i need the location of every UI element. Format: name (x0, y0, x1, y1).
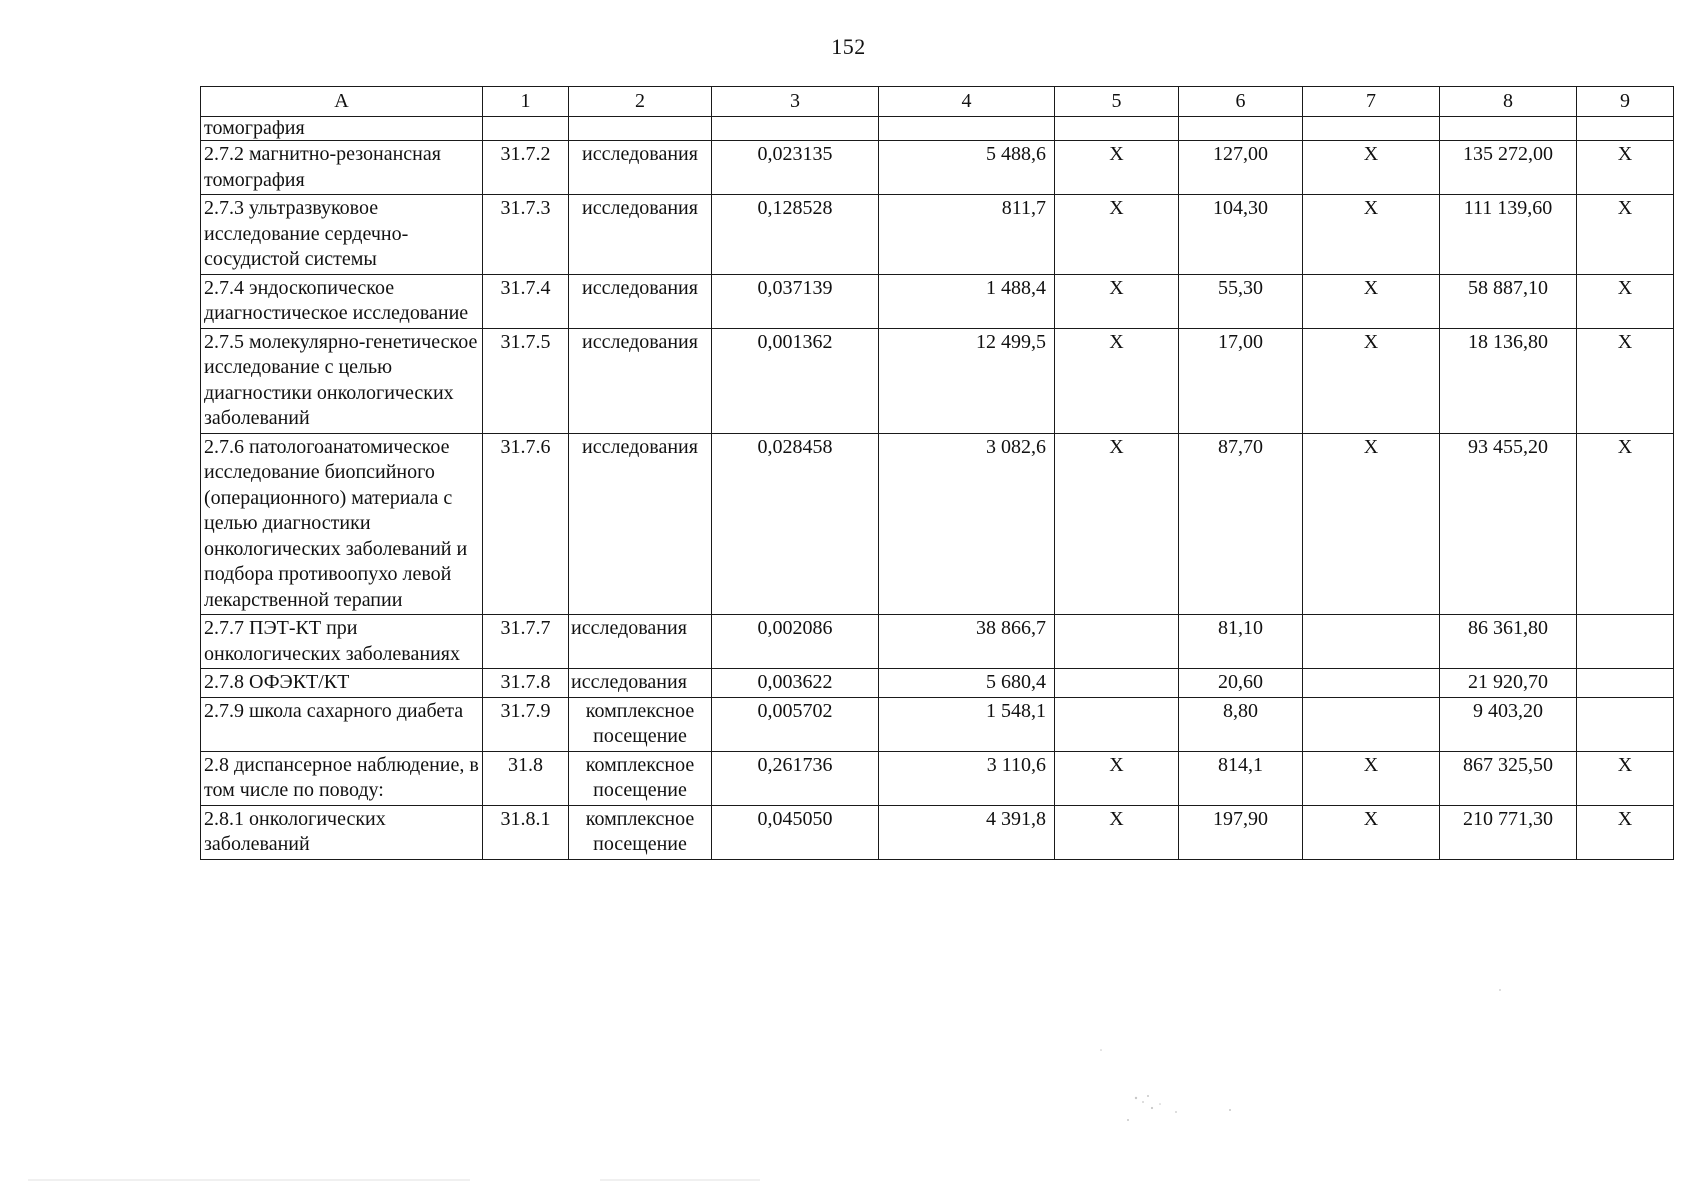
row-value-6: 127,00 (1179, 141, 1303, 195)
row-value-8: 867 325,50 (1440, 751, 1577, 805)
column-header: 2 (569, 87, 712, 117)
row-value-8: 21 920,70 (1440, 669, 1577, 698)
column-header: А (201, 87, 483, 117)
row-code: 31.7.7 (483, 615, 569, 669)
row-value-8: 9 403,20 (1440, 697, 1577, 751)
row-value-6: 197,90 (1179, 805, 1303, 859)
row-value-9: Х (1577, 433, 1674, 615)
row-value-5: Х (1055, 805, 1179, 859)
row-value-8: 18 136,80 (1440, 328, 1577, 433)
row-value-9: Х (1577, 195, 1674, 275)
row-value-5: Х (1055, 141, 1179, 195)
row-name: 2.8 диспансерное наблюдение, в том числе по поводу: (201, 751, 483, 805)
row-value-3: 0,002086 (712, 615, 879, 669)
row-value-6: 8,80 (1179, 697, 1303, 751)
row-value-4: 1 548,1 (879, 697, 1055, 751)
row-name: 2.8.1 онкологических заболеваний (201, 805, 483, 859)
row-value-8: 135 272,00 (1440, 141, 1577, 195)
row-unit: исследования (569, 669, 712, 698)
row-value-9: Х (1577, 805, 1674, 859)
row-code: 31.7.9 (483, 697, 569, 751)
row-code: 31.7.5 (483, 328, 569, 433)
row-value-8: 93 455,20 (1440, 433, 1577, 615)
row-name: томография (201, 117, 483, 141)
row-value-7: Х (1303, 751, 1440, 805)
row-value-7: Х (1303, 274, 1440, 328)
row-name: 2.7.9 школа сахарного диабета (201, 697, 483, 751)
row-value-4: 3 082,6 (879, 433, 1055, 615)
column-header: 5 (1055, 87, 1179, 117)
row-value-7: Х (1303, 433, 1440, 615)
row-value-9: Х (1577, 751, 1674, 805)
row-value-4: 3 110,6 (879, 751, 1055, 805)
row-value-8: 86 361,80 (1440, 615, 1577, 669)
row-value-3: 0,028458 (712, 433, 879, 615)
row-code: 31.7.3 (483, 195, 569, 275)
row-value-4: 38 866,7 (879, 615, 1055, 669)
row-value-3: 0,003622 (712, 669, 879, 698)
row-value-3: 0,005702 (712, 697, 879, 751)
row-value-4: 5 680,4 (879, 669, 1055, 698)
column-header: 3 (712, 87, 879, 117)
column-header: 9 (1577, 87, 1674, 117)
row-unit: комплексное посещение (569, 805, 712, 859)
column-header: 8 (1440, 87, 1577, 117)
row-value-6: 87,70 (1179, 433, 1303, 615)
row-value-9: Х (1577, 274, 1674, 328)
row-value-5: Х (1055, 751, 1179, 805)
row-code: 31.7.4 (483, 274, 569, 328)
row-value-9: Х (1577, 141, 1674, 195)
row-value-3: 0,037139 (712, 274, 879, 328)
row-value-4: 12 499,5 (879, 328, 1055, 433)
row-value-3: 0,045050 (712, 805, 879, 859)
row-value-3: 0,128528 (712, 195, 879, 275)
row-value-6: 17,00 (1179, 328, 1303, 433)
row-name: 2.7.3 ультразвуковое исследование сердечно-сосудистой системы (201, 195, 483, 275)
page-number: 152 (831, 34, 866, 59)
row-code: 31.7.2 (483, 141, 569, 195)
row-unit: исследования (569, 615, 712, 669)
row-unit: исследования (569, 433, 712, 615)
row-value-8: 210 771,30 (1440, 805, 1577, 859)
row-value-4: 5 488,6 (879, 141, 1055, 195)
row-value-7: Х (1303, 805, 1440, 859)
row-name: 2.7.6 патологоанатомическое исследование биопсийного (операционного) материала с целью диагностики онкологических заболеваний и подбора противоопухо левой лекарственной терапии (201, 433, 483, 615)
row-value-7: Х (1303, 141, 1440, 195)
column-header: 4 (879, 87, 1055, 117)
row-value-7: Х (1303, 328, 1440, 433)
row-value-3: 0,001362 (712, 328, 879, 433)
row-value-8: 111 139,60 (1440, 195, 1577, 275)
row-value-6: 814,1 (1179, 751, 1303, 805)
row-name: 2.7.5 молекулярно-генетическое исследование с целью диагностики онкологических заболеваний (201, 328, 483, 433)
row-value-5: Х (1055, 195, 1179, 275)
row-value-3: 0,023135 (712, 141, 879, 195)
row-code: 31.8 (483, 751, 569, 805)
row-unit: исследования (569, 274, 712, 328)
row-value-4: 4 391,8 (879, 805, 1055, 859)
row-name: 2.7.8 ОФЭКТ/КТ (201, 669, 483, 698)
row-value-5: Х (1055, 328, 1179, 433)
row-code: 31.8.1 (483, 805, 569, 859)
row-value-4: 811,7 (879, 195, 1055, 275)
row-value-6: 81,10 (1179, 615, 1303, 669)
row-value-3: 0,261736 (712, 751, 879, 805)
row-code: 31.7.8 (483, 669, 569, 698)
row-unit: исследования (569, 328, 712, 433)
row-value-5: Х (1055, 274, 1179, 328)
row-unit: комплексное посещение (569, 751, 712, 805)
row-name: 2.7.2 магнитно-резонансная томография (201, 141, 483, 195)
row-value-6: 55,30 (1179, 274, 1303, 328)
row-name: 2.7.4 эндоскопическое диагностическое исследование (201, 274, 483, 328)
row-value-6: 104,30 (1179, 195, 1303, 275)
row-value-8: 58 887,10 (1440, 274, 1577, 328)
row-value-4: 1 488,4 (879, 274, 1055, 328)
row-name: 2.7.7 ПЭТ-КТ при онкологических заболеваниях (201, 615, 483, 669)
column-header: 1 (483, 87, 569, 117)
row-value-9: Х (1577, 328, 1674, 433)
row-unit: исследования (569, 195, 712, 275)
row-unit: комплексное посещение (569, 697, 712, 751)
row-value-6: 20,60 (1179, 669, 1303, 698)
row-code: 31.7.6 (483, 433, 569, 615)
row-value-7: Х (1303, 195, 1440, 275)
row-unit: исследования (569, 141, 712, 195)
column-header: 7 (1303, 87, 1440, 117)
column-header: 6 (1179, 87, 1303, 117)
row-value-5: Х (1055, 433, 1179, 615)
